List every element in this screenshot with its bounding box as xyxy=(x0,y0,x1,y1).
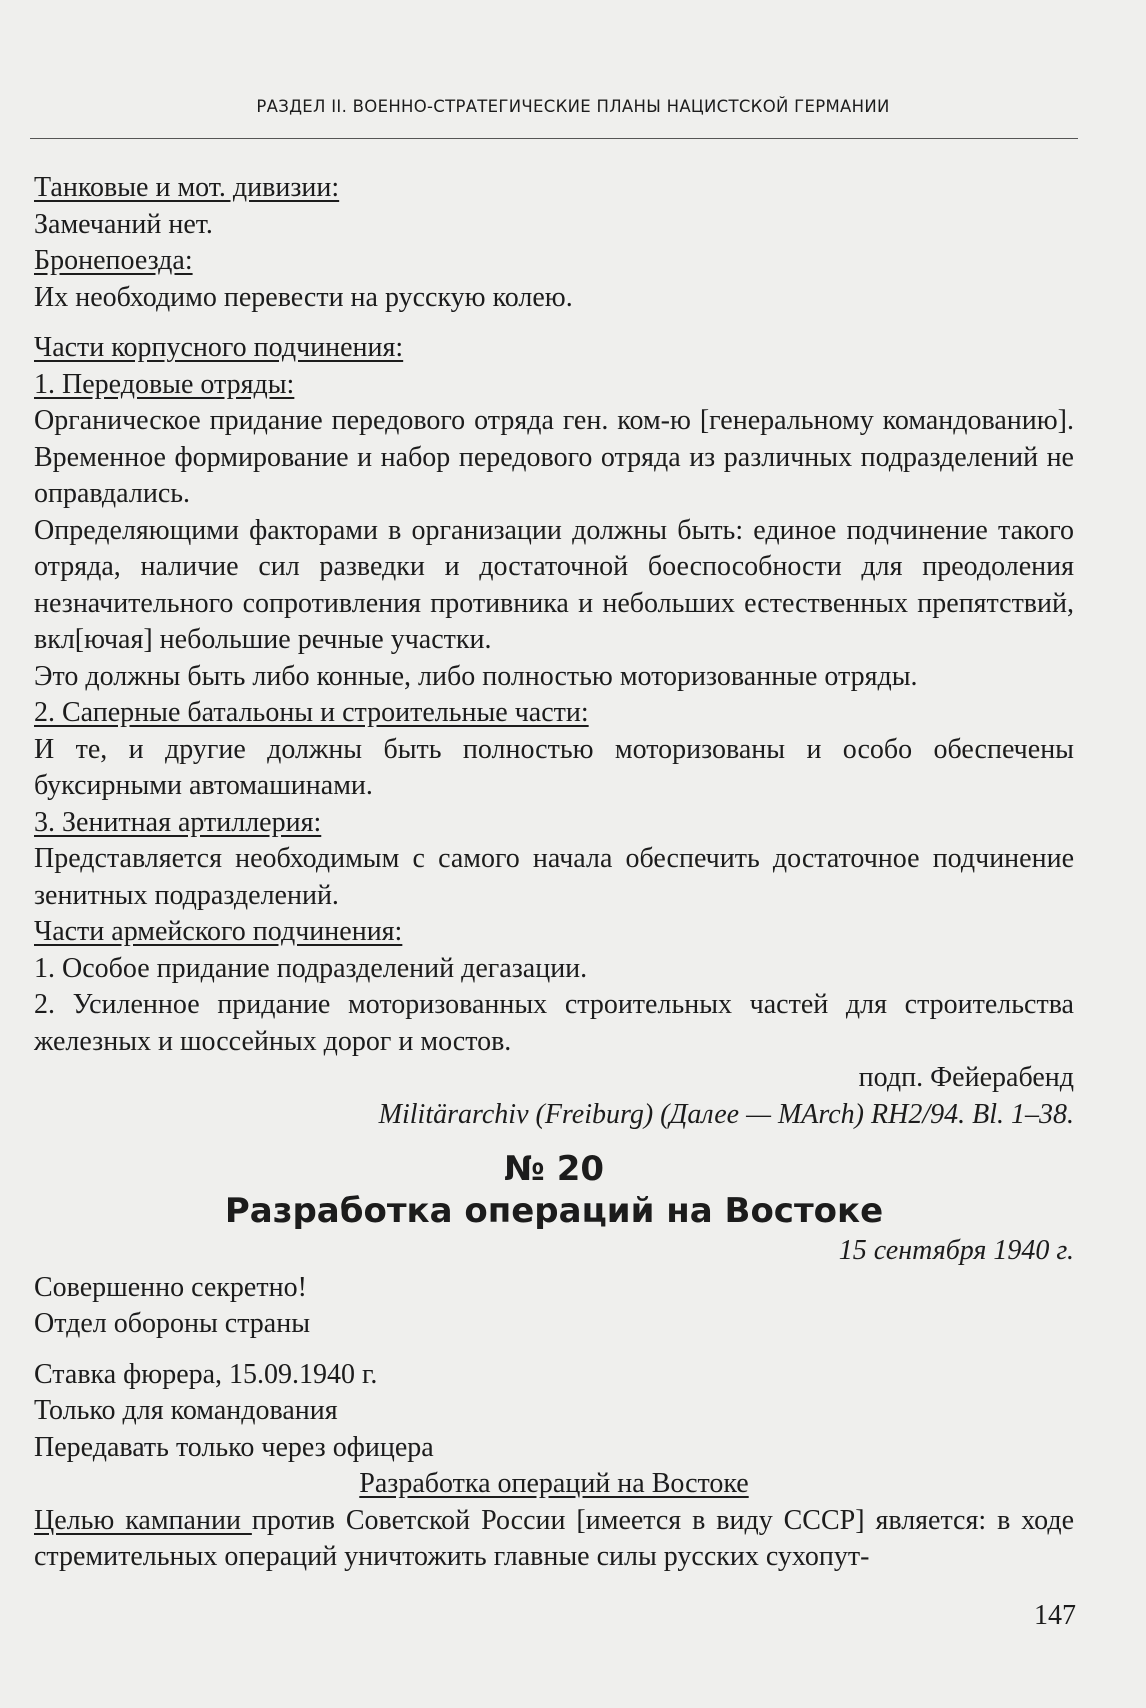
department: Отдел обороны страны xyxy=(34,1308,311,1339)
running-header: РАЗДЕЛ II. ВОЕННО-СТРАТЕГИЧЕСКИЕ ПЛАНЫ НАЦИСТСКОЙ ГЕРМАНИИ xyxy=(256,97,890,116)
restriction: Только для командования xyxy=(34,1395,338,1426)
forward-paragraph-2: Определяющими факторами в организации должны быть: единое подчинение такого отряда, наличие сил разведки и достаточной боеспособности для преодоления незначительного сопротивления противника и небольших естественных препятствий, вкл[ючая] небольшие речные участки. xyxy=(34,514,1074,655)
sapper-heading: 2. Саперные батальоны и строительные части: xyxy=(34,697,589,728)
document-subtitle: Разработка операций на Востоке xyxy=(359,1468,749,1499)
document-date: 15 сентября 1940 г. xyxy=(838,1235,1074,1266)
sapper-text: И те, и другие должны быть полностью моторизованы и особо обеспечены буксирными автомашинами. xyxy=(34,733,1074,801)
header-rule xyxy=(30,138,1078,139)
signature: подп. Фейерабенд xyxy=(858,1062,1074,1093)
corps-heading: Части корпусного подчинения: xyxy=(34,332,404,363)
goal-paragraph xyxy=(34,1503,1074,1576)
goal-label: Целью кампании xyxy=(34,1504,252,1536)
army-heading: Части армейского подчинения: xyxy=(34,916,403,947)
armored-text: Их необходимо перевести на русскую колею. xyxy=(34,281,573,313)
goal-text: против Советской России [имеется в виду СССР] является: в ходе стремительных операций уничтожить главные силы русских сухопут- xyxy=(34,1504,1075,1572)
archive-source: Militärarchiv (Freiburg) (Далее — MArch) RH2/94. Bl. 1–38. xyxy=(378,1098,1074,1130)
tank-heading: Танковые и мот. дивизии: xyxy=(34,172,340,203)
classification: Совершенно секретно! xyxy=(34,1271,307,1303)
armored-heading: Бронепоезда: xyxy=(34,245,193,276)
document-number: № 20 xyxy=(503,1149,605,1189)
page-number: 147 xyxy=(1034,1600,1076,1631)
tank-text: Замечаний нет. xyxy=(34,208,213,240)
forward-heading: 1. Передовые отряды: xyxy=(34,368,295,400)
army-item-1: 1. Особое придание подразделений дегазации. xyxy=(34,952,588,984)
forward-paragraph-1: Органическое придание передового отряда ген. ком-ю [генеральному командованию]. Временное формирование и набор передового отряда из различных подразделений не оправдались. xyxy=(34,405,1074,509)
aa-heading: 3. Зенитная артиллерия: xyxy=(34,806,322,838)
aa-text: Представляется необходимым с самого начала обеспечить достаточное подчинение зенитных подразделений. xyxy=(34,843,1074,911)
army-item-2: 2. Усиленное придание моторизованных строительных частей для строительства железных и шоссейных дорог и мостов. xyxy=(34,989,1074,1057)
place-date: Ставка фюрера, 15.09.1940 г. xyxy=(34,1358,378,1390)
document-title: Разработка операций на Востоке xyxy=(224,1191,884,1231)
page-body xyxy=(34,170,1074,1576)
transmission: Передавать только через офицера xyxy=(34,1431,434,1463)
forward-paragraph-3: Это должны быть либо конные, либо полностью моторизованные отряды. xyxy=(34,660,918,692)
